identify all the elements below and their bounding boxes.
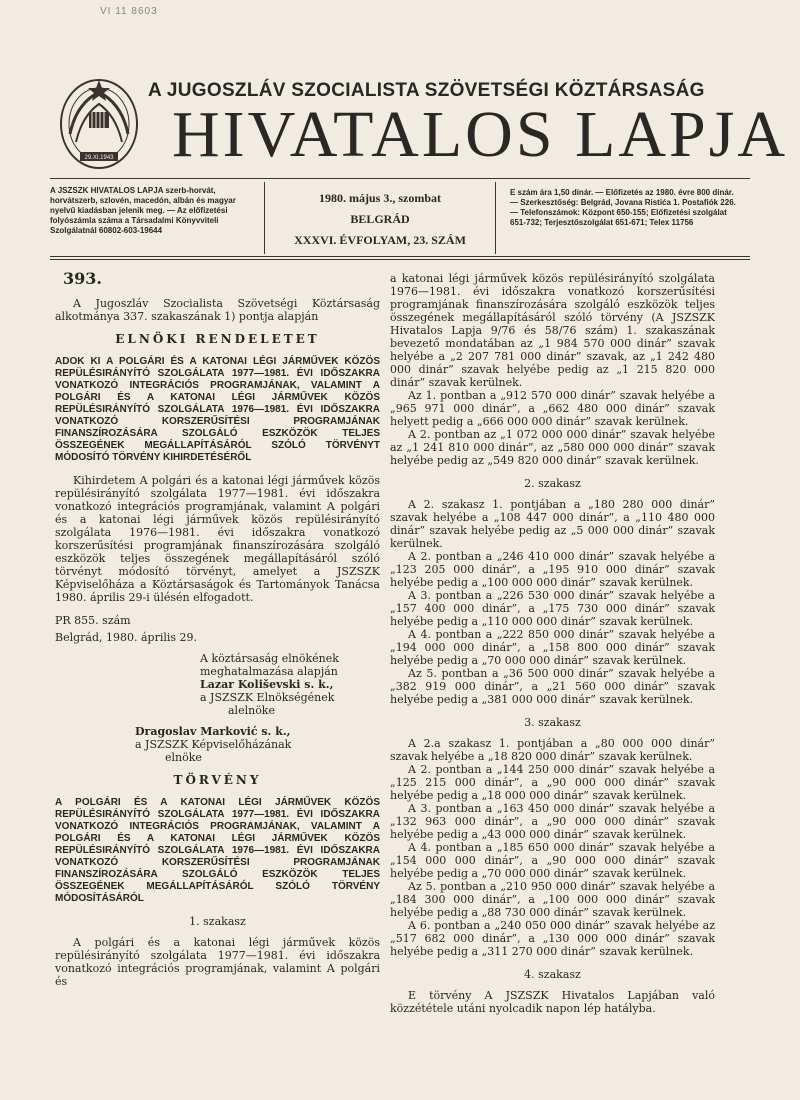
section-1-heading: 1. szakasz xyxy=(189,915,246,928)
right-column xyxy=(390,272,715,1015)
section-2-point-4: A 4. pontban a „222 850 000 dinár” szavak helyébe a „194 000 000 dinár”, a „158 800 000 dinár” szavak helyébe pedig a „70 000 000 dinár” szavak kerülnek. xyxy=(390,628,715,667)
law-title: A POLGÁRI ÉS A KATONAI LÉGI JÁRMŰVEK KÖZÖS REPÜLÉSIRÁNYÍTÓ SZOLGÁLATA 1977—1981. ÉVI IDŐSZAKRA VONATKOZÓ INTEGRÁCIÓS PROGRAMJÁNAK, VALAMINT A POLGÁRI ÉS A KATONAI LÉGI JÁRMŰVEK KÖZÖS REPÜLÉSIRÁNYÍTÓ SZOLGÁLATA 1976—1981. ÉVI IDŐSZAKRA VONATKOZÓ KORSZERŰSÍTÉSI PROGRAMJÁNAK FINANSZÍROZÁSÁRA SZOLGÁLÓ ESZKÖZÖK TELJES ÖSSZEGÉNEK MEGÁLLAPÍTÁSÁRÓL SZÓLÓ TÖRVÉNY MÓDOSÍTÁSÁRÓL xyxy=(55,797,380,904)
issue-place: BELGRÁD xyxy=(350,212,410,226)
law-heading: TÖRVÉNY xyxy=(173,773,262,787)
emblem-ribbon-text: 29.XI.1943 xyxy=(84,155,114,161)
continued-text: a katonai légi járművek közös repülésirányító szolgálata 1976—1981. évi időszakra vonatkozó korszerűsítési programjának finanszírozására szolgáló eszközök teljes összegének megállapításáról szóló törvény (A JSZSZK Hivatalos Lapja 9/76 és 58/76 szám) 1. szakaszának bevezető mondatában az „1 984 570 000 dinár” szavak helyébe a „2 207 781 000 dinár” szavak, az „1 242 480 000 dinár” szavak helyébe pedig az „1 215 820 000 dinár” szavak kerülnek. xyxy=(390,272,715,389)
reference-place-date: Belgrád, 1980. április 29. xyxy=(55,631,198,644)
section-4-heading: 4. szakasz xyxy=(524,968,581,981)
sig1-line2: meghatalmazása alapján xyxy=(200,665,338,678)
sig2-name: Dragoslav Marković s. k., xyxy=(135,725,291,738)
decree-heading: ELNÖKI RENDELETET xyxy=(115,332,320,346)
section-2-point-3: A 3. pontban a „226 530 000 dinár” szavak helyébe a „157 400 000 dinár”, a „175 730 000 dinár” szavak helyébe pedig a „110 000 000 dinár” szavak kerülnek. xyxy=(390,589,715,628)
section-2-point-2: A 2. pontban a „246 410 000 dinár” szavak helyébe a „123 205 000 dinár”, a „195 910 000 dinár” szavak helyébe pedig a „100 000 000 dinár” szavak kerülnek. xyxy=(390,550,715,589)
section-3-point-2: A 2. pontban a „144 250 000 dinár” szavak helyébe a „125 215 000 dinár”, a „90 000 000 dinár” szavak helyébe pedig a „18 000 000 dinár” szavak kerülnek. xyxy=(390,763,715,802)
section-1-point-2: A 2. pontban az „1 072 000 000 dinár” szavak helyébe az „1 241 810 000 dinár”, az „580 000 000 dinár” szavak helyébe pedig az „549 820 000 dinár” szavak kerülnek. xyxy=(390,428,715,467)
sig1-line1: A köztársaság elnökének xyxy=(200,652,339,665)
section-3-point-3: A 3. pontban a „163 450 000 dinár” szavak helyébe a „132 963 000 dinár”, a „90 000 000 dinár” szavak helyébe pedig a „43 000 000 dinár” szavak kerülnek. xyxy=(390,802,715,841)
section-2-point-5: Az 5. pontban a „36 500 000 dinár” szavak helyébe a „382 919 000 dinár”, a „21 560 000 dinár” szavak helyébe pedig a „381 000 000 dinár” szavak kerülnek. xyxy=(390,667,715,706)
sig1-name: Lazar Koliševski s. k., xyxy=(200,678,334,691)
section-1-point-1: Az 1. pontban a „912 570 000 dinár” szavak helyébe a „965 971 000 dinár”, a „662 480 000 dinár” szavak helyett pedig a „666 000 000 dinár” szavak kerülnek. xyxy=(390,389,715,428)
section-3-point-1: A 2.a szakasz 1. pontjában a „80 000 000 dinár” szavak helyébe a „18 820 000 dinár” szavak kerülnek. xyxy=(390,737,715,763)
section-1-text: A polgári és a katonai légi járművek közös repülésirányító szolgálata 1977—1981. évi időszakra vonatkozó integrációs programjának, valamint A polgári és xyxy=(55,936,380,988)
intro-paragraph: A Jugoszláv Szocialista Szövetségi Köztársaság alkotmánya 337. szakaszának 1) pontja alapján xyxy=(55,297,380,323)
reference-number: PR 855. szám xyxy=(55,614,131,627)
masthead-divider-left xyxy=(264,182,265,254)
masthead-divider-right xyxy=(495,182,496,254)
document-number: 393. xyxy=(63,269,102,288)
sig1-line4: alelnöke xyxy=(228,704,275,717)
section-3-point-5: Az 5. pontban a „210 950 000 dinár” szavak helyébe a „184 300 000 dinár”, a „100 000 000 dinár” szavak helyébe pedig a „88 730 000 dinár” szavak kerülnek. xyxy=(390,880,715,919)
masthead-title: HIVATALOS LAPJA xyxy=(172,98,789,171)
section-3-point-4: A 4. pontban a „185 650 000 dinár” szavak helyébe a „154 000 000 dinár”, a „90 000 000 dinár” szavak helyébe pedig a „70 000 000 dinár” szavak kerülnek. xyxy=(390,841,715,880)
state-emblem-icon xyxy=(56,74,142,172)
corner-mark: VI 11 8603 xyxy=(100,6,158,17)
issue-date: 1980. május 3., szombat xyxy=(319,191,441,205)
signature-block-1 xyxy=(200,652,380,717)
masthead-info-center xyxy=(270,188,490,251)
section-2-heading: 2. szakasz xyxy=(524,477,581,490)
sig1-line3: a JSZSZK Elnökségének xyxy=(200,691,335,704)
masthead-subtitle: A JUGOSZLÁV SZOCIALISTA SZÖVETSÉGI KÖZTÁRSASÁG xyxy=(148,80,705,101)
sig2-line2: elnöke xyxy=(165,751,202,764)
section-4-text: E törvény A JSZSZK Hivatalos Lapjában való közzététele utáni nyolcadik napon lép hatályba. xyxy=(390,989,715,1015)
section-2-point-1: A 2. szakasz 1. pontjában a „180 280 000 dinár” szavak helyébe a „108 447 000 dinár”, a „110 480 000 dinár” szavak helyébe pedig az „5 000 000 dinár” szavak kerülnek. xyxy=(390,498,715,550)
signature-block-2 xyxy=(135,725,380,764)
decree-title: ADOK KI A POLGÁRI ÉS A KATONAI LÉGI JÁRMŰVEK KÖZÖS REPÜLÉSIRÁNYÍTÓ SZOLGÁLATA 1977—1981. ÉVI IDŐSZAKRA VONATKOZÓ INTEGRÁCIÓS PROGRAMJÁNAK, VALAMINT A POLGÁRI ÉS A KATONAI LÉGI JÁRMŰVEK KÖZÖS REPÜLÉSIRÁNYÍTÓ SZOLGÁLATA 1976—1981. ÉVI IDŐSZAKRA VONATKOZÓ KORSZERŰSÍTÉSI PROGRAMJÁNAK FINANSZÍROZÁSÁRA SZOLGÁLÓ ESZKÖZÖK TELJES ÖSSZEGÉNEK MEGÁLLAPÍTÁSÁRÓL SZÓLÓ TÖRVÉNYT MÓDOSÍTÓ TÖRVÉNY KIHIRDETÉSÉRŐL xyxy=(55,356,380,463)
masthead-double-rule xyxy=(50,256,750,260)
proclamation-paragraph: Kihirdetem A polgári és a katonai légi járművek közös repülésirányító szolgálata 1977—1981. évi időszakra vonatkozó integrációs programjának, valamint A polgári és a katonai légi járművek közös repülésirányító szolgálata 1976—1981. évi időszakra vonatkozó korszerűsítési programjának finanszírozására szolgáló eszközök teljes összegének megállapításáról szóló törvényt módosító törvényt, amelyet a JSZSZK Képviselőháza a Köztársaságok és Tartományok Tanácsa 1980. április 29-i ülésén elfogadott. xyxy=(55,474,380,604)
section-3-point-6: A 6. pontban a „240 050 000 dinár” szavak helyébe az „517 682 000 dinár”, a „130 000 000 dinár” szavak helyébe pedig a „311 270 000 dinár” szavak kerülnek. xyxy=(390,919,715,958)
left-column xyxy=(55,269,380,988)
masthead-info-left: A JSZSZK HIVATALOS LAPJA szerb-horvát, horvátszerb, szlovén, macedón, albán és magyar nyelvű kiadásban jelenik meg. — Az előfizetési folyószámla száma a Társadalmi Könyvviteli Szolgálatnál 60802-603-19644 xyxy=(50,186,236,235)
section-3-heading: 3. szakasz xyxy=(524,716,581,729)
masthead-info-right: E szám ára 1,50 dinár. — Előfizetés az 1980. évre 800 dinár. — Szerkesztőség: Belgrád, Jovana Ristića 1. Postafiók 226. — Telefonszámok: Központ 650-155; Előfizetési szolgálat 651-732; Terjesztőszolgálat 651-671; Telex 11756 xyxy=(510,188,736,227)
sig2-line1: a JSZSZK Képviselőházának xyxy=(135,738,292,751)
masthead-rule xyxy=(50,178,750,179)
issue-volume: XXXVI. ÉVFOLYAM, 23. SZÁM xyxy=(294,233,466,247)
